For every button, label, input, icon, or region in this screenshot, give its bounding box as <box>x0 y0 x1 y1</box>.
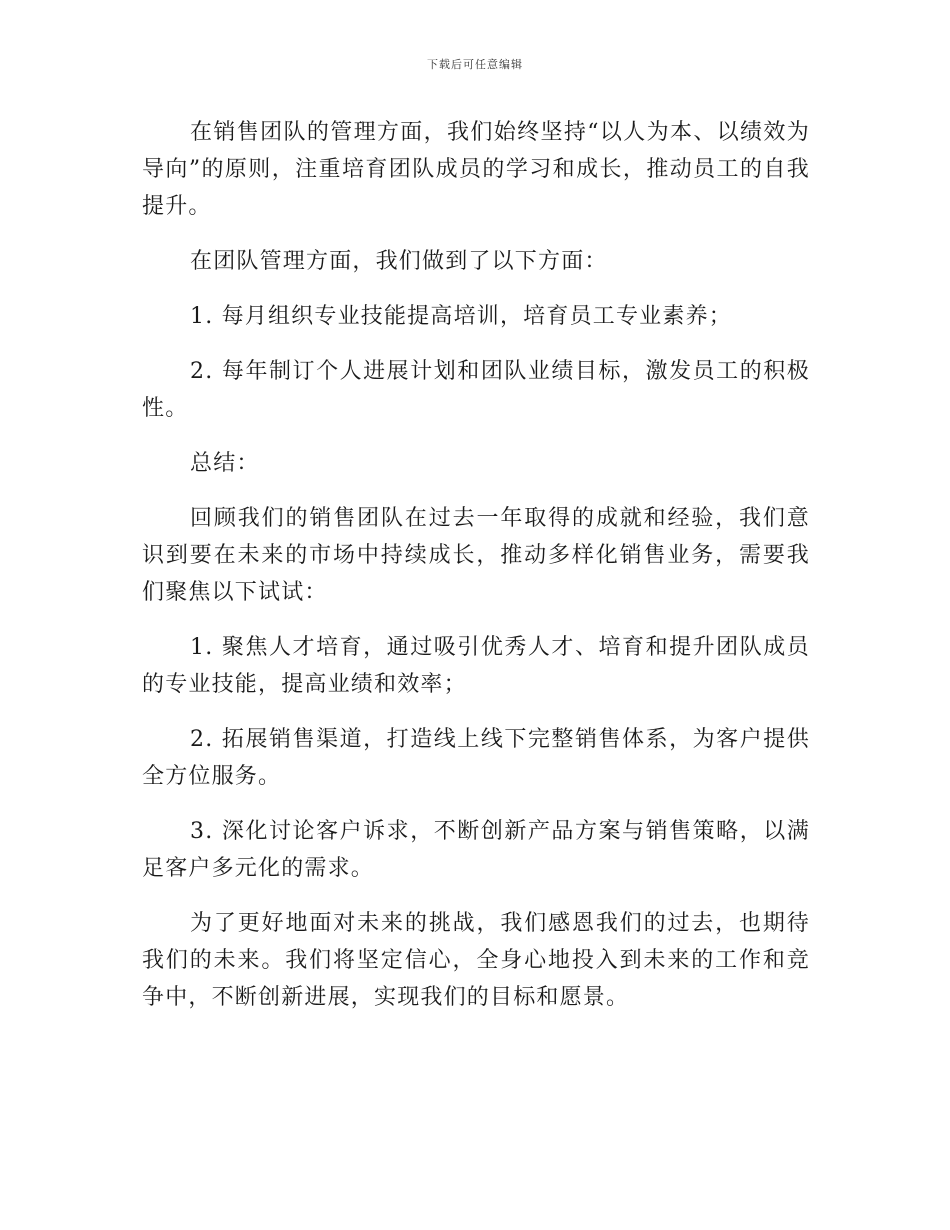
paragraph-management-intro: 在团队管理方面，我们做到了以下方面： <box>190 249 608 274</box>
list-item-channels: 2. 拓展销售渠道，打造线上线下完整销售体系，为客户提供全方位服务。 <box>142 727 810 789</box>
page-header: 下载后可任意编辑 <box>427 58 523 71</box>
document-body <box>142 114 810 1034</box>
list-item-talent: 1. 聚焦人才培育，通过吸引优秀人才、培育和提升团队成员的专业技能，提高业绩和效率； <box>142 635 810 697</box>
paragraph-summary-review: 回顾我们的销售团队在过去一年取得的成就和经验，我们意识到要在未来的市场中持续成长，推动多样化销售业务，需要我们聚焦以下试试： <box>142 506 810 605</box>
list-item-annual-plan: 2. 每年制订个人进展计划和团队业绩目标，激发员工的积极性。 <box>142 359 810 421</box>
list-item-training: 1. 每月组织专业技能提高培训，培育员工专业素养； <box>190 304 732 329</box>
paragraph-closing: 为了更好地面对未来的挑战，我们感恩我们的过去，也期待我们的未来。我们将坚定信心，全身心地投入到未来的工作和竞争中，不断创新进展，实现我们的目标和愿景。 <box>142 911 810 1010</box>
paragraph-team-management-principle: 在销售团队的管理方面，我们始终坚持“以人为本、以绩效为导向”的原则，注重培育团队成员的学习和成长，推动员工的自我提升。 <box>142 120 810 219</box>
section-heading-summary: 总结： <box>190 451 260 476</box>
list-item-customer-needs: 3. 深化讨论客户诉求，不断创新产品方案与销售策略，以满足客户多元化的需求。 <box>142 819 810 881</box>
